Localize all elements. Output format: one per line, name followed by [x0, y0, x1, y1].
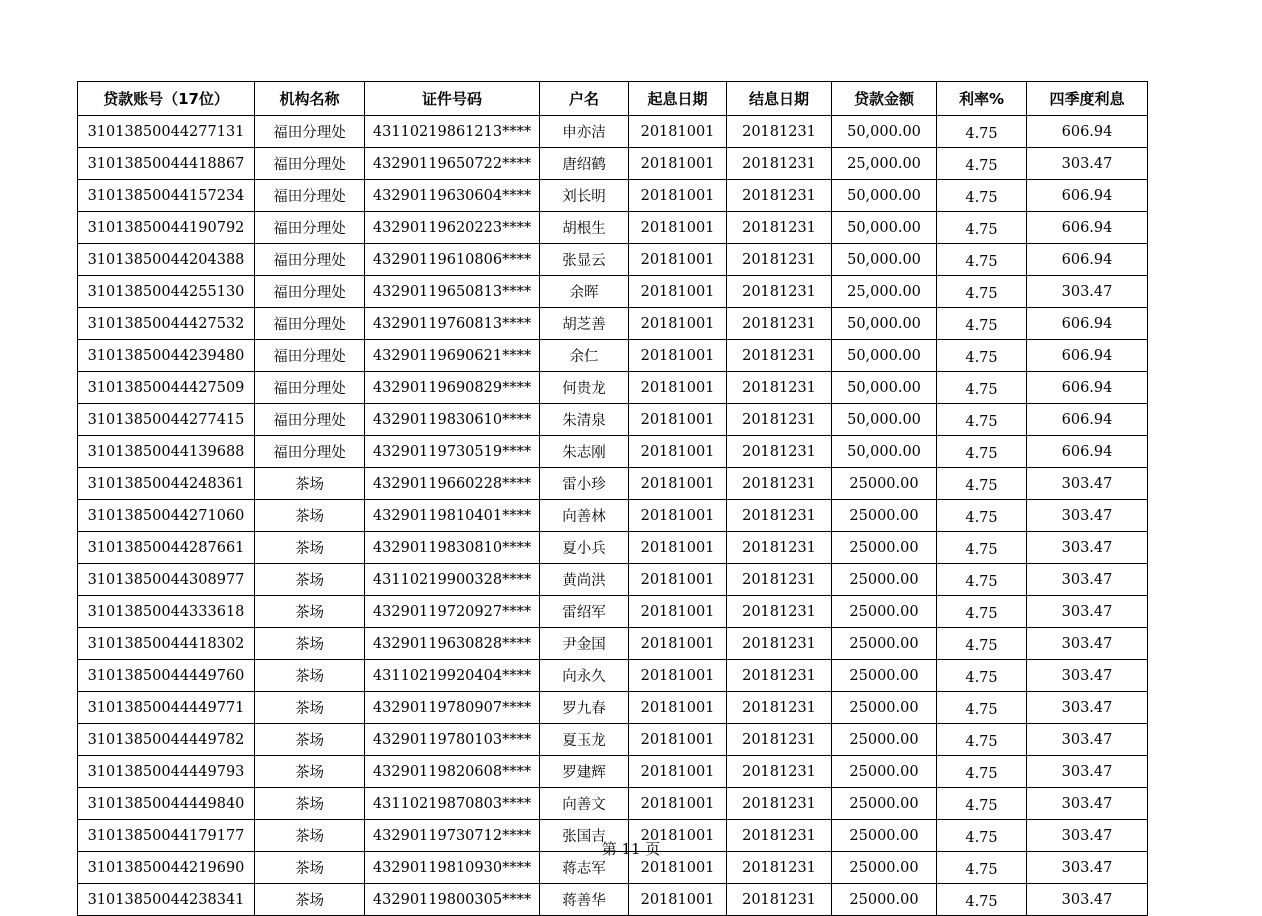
cell-id-number: 43290119690829**** — [365, 372, 540, 404]
cell-id-number: 43290119720927**** — [365, 596, 540, 628]
cell-q4-interest: 303.47 — [1027, 660, 1148, 692]
cell-loan-amount: 50,000.00 — [832, 212, 937, 244]
cell-loan-amount: 50,000.00 — [832, 436, 937, 468]
cell-q4-interest: 606.94 — [1027, 436, 1148, 468]
cell-rate: 4.75 — [937, 692, 1027, 724]
cell-loan-amount: 25000.00 — [832, 596, 937, 628]
cell-end-date: 20181231 — [727, 532, 832, 564]
cell-loan-account: 31013850044238341 — [78, 884, 255, 916]
cell-rate: 4.75 — [937, 276, 1027, 308]
cell-loan-amount: 25000.00 — [832, 660, 937, 692]
cell-start-date: 20181001 — [629, 724, 727, 756]
table-row — [78, 244, 1148, 276]
cell-loan-amount: 50,000.00 — [832, 244, 937, 276]
cell-q4-interest: 606.94 — [1027, 404, 1148, 436]
header-start-date: 起息日期 — [629, 82, 727, 116]
cell-end-date: 20181231 — [727, 212, 832, 244]
table-row — [78, 532, 1148, 564]
cell-id-number: 43110219861213**** — [365, 116, 540, 148]
cell-rate: 4.75 — [937, 340, 1027, 372]
cell-loan-account: 31013850044139688 — [78, 436, 255, 468]
cell-start-date: 20181001 — [629, 116, 727, 148]
cell-account-name: 余晖 — [540, 276, 629, 308]
header-account-name: 户名 — [540, 82, 629, 116]
cell-end-date: 20181231 — [727, 180, 832, 212]
cell-loan-amount: 50,000.00 — [832, 404, 937, 436]
cell-loan-amount: 50,000.00 — [832, 116, 937, 148]
cell-institution: 福田分理处 — [255, 244, 365, 276]
cell-account-name: 夏小兵 — [540, 532, 629, 564]
cell-loan-amount: 25,000.00 — [832, 276, 937, 308]
cell-account-name: 胡根生 — [540, 212, 629, 244]
cell-rate: 4.75 — [937, 564, 1027, 596]
cell-id-number: 43290119830810**** — [365, 532, 540, 564]
cell-rate: 4.75 — [937, 628, 1027, 660]
cell-loan-account: 31013850044308977 — [78, 564, 255, 596]
cell-institution: 茶场 — [255, 788, 365, 820]
cell-q4-interest: 303.47 — [1027, 756, 1148, 788]
cell-account-name: 唐绍鹤 — [540, 148, 629, 180]
cell-loan-amount: 25000.00 — [832, 756, 937, 788]
cell-id-number: 43290119630604**** — [365, 180, 540, 212]
cell-start-date: 20181001 — [629, 564, 727, 596]
header-q4-interest: 四季度利息 — [1027, 82, 1148, 116]
cell-loan-account: 31013850044427532 — [78, 308, 255, 340]
cell-start-date: 20181001 — [629, 852, 727, 884]
table-row — [78, 116, 1148, 148]
cell-institution: 茶场 — [255, 692, 365, 724]
cell-id-number: 43290119730712**** — [365, 820, 540, 852]
cell-loan-account: 31013850044190792 — [78, 212, 255, 244]
cell-start-date: 20181001 — [629, 180, 727, 212]
cell-loan-account: 31013850044449771 — [78, 692, 255, 724]
cell-q4-interest: 303.47 — [1027, 852, 1148, 884]
cell-loan-account: 31013850044271060 — [78, 500, 255, 532]
cell-rate: 4.75 — [937, 116, 1027, 148]
cell-institution: 茶场 — [255, 564, 365, 596]
cell-id-number: 43110219920404**** — [365, 660, 540, 692]
cell-loan-account: 31013850044418867 — [78, 148, 255, 180]
cell-loan-account: 31013850044255130 — [78, 276, 255, 308]
cell-id-number: 43290119660228**** — [365, 468, 540, 500]
cell-loan-amount: 25000.00 — [832, 564, 937, 596]
cell-institution: 茶场 — [255, 532, 365, 564]
cell-id-number: 43290119820608**** — [365, 756, 540, 788]
cell-id-number: 43290119760813**** — [365, 308, 540, 340]
cell-institution: 茶场 — [255, 628, 365, 660]
cell-rate: 4.75 — [937, 180, 1027, 212]
cell-start-date: 20181001 — [629, 276, 727, 308]
table-row — [78, 468, 1148, 500]
cell-loan-account: 31013850044157234 — [78, 180, 255, 212]
cell-account-name: 蒋善华 — [540, 884, 629, 916]
cell-loan-account: 31013850044418302 — [78, 628, 255, 660]
cell-q4-interest: 303.47 — [1027, 724, 1148, 756]
cell-end-date: 20181231 — [727, 820, 832, 852]
header-rate: 利率% — [937, 82, 1027, 116]
cell-q4-interest: 606.94 — [1027, 308, 1148, 340]
cell-end-date: 20181231 — [727, 692, 832, 724]
cell-institution: 茶场 — [255, 756, 365, 788]
cell-q4-interest: 303.47 — [1027, 148, 1148, 180]
table-row — [78, 500, 1148, 532]
cell-end-date: 20181231 — [727, 340, 832, 372]
cell-end-date: 20181231 — [727, 404, 832, 436]
table-row — [78, 628, 1148, 660]
cell-q4-interest: 606.94 — [1027, 116, 1148, 148]
cell-id-number: 43290119730519**** — [365, 436, 540, 468]
cell-loan-account: 31013850044239480 — [78, 340, 255, 372]
cell-institution: 茶场 — [255, 820, 365, 852]
cell-loan-amount: 25000.00 — [832, 628, 937, 660]
header-institution: 机构名称 — [255, 82, 365, 116]
cell-loan-account: 31013850044427509 — [78, 372, 255, 404]
cell-rate: 4.75 — [937, 212, 1027, 244]
cell-account-name: 刘长明 — [540, 180, 629, 212]
cell-q4-interest: 303.47 — [1027, 788, 1148, 820]
cell-end-date: 20181231 — [727, 724, 832, 756]
cell-end-date: 20181231 — [727, 436, 832, 468]
cell-loan-account: 31013850044287661 — [78, 532, 255, 564]
table-row — [78, 788, 1148, 820]
cell-q4-interest: 606.94 — [1027, 180, 1148, 212]
cell-institution: 茶场 — [255, 596, 365, 628]
cell-id-number: 43290119610806**** — [365, 244, 540, 276]
header-end-date: 结息日期 — [727, 82, 832, 116]
cell-institution: 茶场 — [255, 500, 365, 532]
cell-loan-amount: 25000.00 — [832, 852, 937, 884]
table-row — [78, 564, 1148, 596]
header-loan-amount: 贷款金额 — [832, 82, 937, 116]
cell-start-date: 20181001 — [629, 532, 727, 564]
cell-institution: 福田分理处 — [255, 404, 365, 436]
cell-start-date: 20181001 — [629, 244, 727, 276]
cell-end-date: 20181231 — [727, 116, 832, 148]
cell-loan-amount: 50,000.00 — [832, 372, 937, 404]
cell-rate: 4.75 — [937, 532, 1027, 564]
table-row — [78, 404, 1148, 436]
cell-rate: 4.75 — [937, 660, 1027, 692]
cell-id-number: 43290119830610**** — [365, 404, 540, 436]
cell-loan-account: 31013850044204388 — [78, 244, 255, 276]
cell-loan-account: 31013850044449793 — [78, 756, 255, 788]
cell-q4-interest: 606.94 — [1027, 212, 1148, 244]
cell-account-name: 张显云 — [540, 244, 629, 276]
cell-id-number: 43290119780907**** — [365, 692, 540, 724]
cell-account-name: 雷绍军 — [540, 596, 629, 628]
cell-end-date: 20181231 — [727, 596, 832, 628]
cell-q4-interest: 303.47 — [1027, 564, 1148, 596]
cell-start-date: 20181001 — [629, 148, 727, 180]
cell-end-date: 20181231 — [727, 500, 832, 532]
table-row — [78, 180, 1148, 212]
header-row — [78, 82, 1148, 116]
cell-rate: 4.75 — [937, 244, 1027, 276]
cell-q4-interest: 303.47 — [1027, 500, 1148, 532]
cell-loan-amount: 25000.00 — [832, 500, 937, 532]
cell-q4-interest: 606.94 — [1027, 340, 1148, 372]
cell-loan-account: 31013850044449782 — [78, 724, 255, 756]
cell-end-date: 20181231 — [727, 756, 832, 788]
cell-loan-account: 31013850044277131 — [78, 116, 255, 148]
cell-start-date: 20181001 — [629, 404, 727, 436]
cell-start-date: 20181001 — [629, 596, 727, 628]
cell-q4-interest: 303.47 — [1027, 628, 1148, 660]
cell-loan-amount: 50,000.00 — [832, 308, 937, 340]
cell-institution: 茶场 — [255, 660, 365, 692]
table-row — [78, 884, 1148, 916]
cell-rate: 4.75 — [937, 308, 1027, 340]
cell-rate: 4.75 — [937, 468, 1027, 500]
cell-end-date: 20181231 — [727, 276, 832, 308]
cell-end-date: 20181231 — [727, 372, 832, 404]
cell-institution: 茶场 — [255, 468, 365, 500]
cell-end-date: 20181231 — [727, 628, 832, 660]
cell-account-name: 朱志刚 — [540, 436, 629, 468]
cell-q4-interest: 303.47 — [1027, 820, 1148, 852]
cell-rate: 4.75 — [937, 852, 1027, 884]
header-id-number: 证件号码 — [365, 82, 540, 116]
cell-account-name: 何贵龙 — [540, 372, 629, 404]
cell-id-number: 43290119690621**** — [365, 340, 540, 372]
cell-loan-amount: 50,000.00 — [832, 340, 937, 372]
cell-institution: 茶场 — [255, 852, 365, 884]
cell-institution: 福田分理处 — [255, 212, 365, 244]
cell-institution: 福田分理处 — [255, 436, 365, 468]
cell-rate: 4.75 — [937, 884, 1027, 916]
cell-loan-account: 31013850044219690 — [78, 852, 255, 884]
cell-q4-interest: 303.47 — [1027, 884, 1148, 916]
cell-loan-account: 31013850044277415 — [78, 404, 255, 436]
header-loan-account: 贷款账号（17位） — [78, 82, 255, 116]
cell-account-name: 尹金国 — [540, 628, 629, 660]
table-row — [78, 340, 1148, 372]
cell-account-name: 余仁 — [540, 340, 629, 372]
cell-loan-amount: 25000.00 — [832, 532, 937, 564]
cell-end-date: 20181231 — [727, 852, 832, 884]
cell-start-date: 20181001 — [629, 372, 727, 404]
cell-end-date: 20181231 — [727, 564, 832, 596]
cell-account-name: 朱清泉 — [540, 404, 629, 436]
table-row — [78, 212, 1148, 244]
cell-start-date: 20181001 — [629, 628, 727, 660]
cell-q4-interest: 303.47 — [1027, 692, 1148, 724]
table-row — [78, 276, 1148, 308]
cell-start-date: 20181001 — [629, 436, 727, 468]
cell-loan-amount: 25000.00 — [832, 724, 937, 756]
cell-institution: 福田分理处 — [255, 340, 365, 372]
cell-account-name: 张国吉 — [540, 820, 629, 852]
cell-rate: 4.75 — [937, 820, 1027, 852]
cell-end-date: 20181231 — [727, 148, 832, 180]
cell-loan-amount: 25000.00 — [832, 692, 937, 724]
cell-end-date: 20181231 — [727, 308, 832, 340]
cell-rate: 4.75 — [937, 500, 1027, 532]
table-body — [78, 116, 1148, 916]
cell-account-name: 胡芝善 — [540, 308, 629, 340]
cell-institution: 福田分理处 — [255, 276, 365, 308]
page-number: 第 11 页 — [601, 840, 661, 858]
cell-start-date: 20181001 — [629, 340, 727, 372]
cell-id-number: 43290119800305**** — [365, 884, 540, 916]
cell-loan-account: 31013850044179177 — [78, 820, 255, 852]
cell-institution: 福田分理处 — [255, 148, 365, 180]
cell-end-date: 20181231 — [727, 788, 832, 820]
cell-id-number: 43110219870803**** — [365, 788, 540, 820]
table-row — [78, 308, 1148, 340]
cell-id-number: 43290119810930**** — [365, 852, 540, 884]
cell-rate: 4.75 — [937, 404, 1027, 436]
cell-loan-amount: 25000.00 — [832, 884, 937, 916]
cell-account-name: 申亦洁 — [540, 116, 629, 148]
table-row — [78, 724, 1148, 756]
cell-account-name: 向善林 — [540, 500, 629, 532]
cell-start-date: 20181001 — [629, 884, 727, 916]
cell-institution: 福田分理处 — [255, 308, 365, 340]
cell-end-date: 20181231 — [727, 884, 832, 916]
cell-rate: 4.75 — [937, 756, 1027, 788]
cell-start-date: 20181001 — [629, 308, 727, 340]
cell-start-date: 20181001 — [629, 692, 727, 724]
cell-loan-amount: 25000.00 — [832, 820, 937, 852]
cell-start-date: 20181001 — [629, 468, 727, 500]
cell-account-name: 夏玉龙 — [540, 724, 629, 756]
cell-q4-interest: 303.47 — [1027, 276, 1148, 308]
cell-loan-amount: 25,000.00 — [832, 148, 937, 180]
cell-q4-interest: 606.94 — [1027, 244, 1148, 276]
cell-rate: 4.75 — [937, 724, 1027, 756]
cell-loan-account: 31013850044248361 — [78, 468, 255, 500]
table-row — [78, 756, 1148, 788]
cell-id-number: 43290119620223**** — [365, 212, 540, 244]
cell-account-name: 向永久 — [540, 660, 629, 692]
cell-start-date: 20181001 — [629, 660, 727, 692]
cell-id-number: 43290119780103**** — [365, 724, 540, 756]
cell-q4-interest: 303.47 — [1027, 532, 1148, 564]
cell-account-name: 罗九春 — [540, 692, 629, 724]
cell-end-date: 20181231 — [727, 468, 832, 500]
cell-start-date: 20181001 — [629, 756, 727, 788]
cell-rate: 4.75 — [937, 372, 1027, 404]
cell-start-date: 20181001 — [629, 212, 727, 244]
cell-loan-account: 31013850044449760 — [78, 660, 255, 692]
cell-start-date: 20181001 — [629, 820, 727, 852]
cell-q4-interest: 303.47 — [1027, 596, 1148, 628]
cell-rate: 4.75 — [937, 596, 1027, 628]
cell-rate: 4.75 — [937, 148, 1027, 180]
table-row — [78, 596, 1148, 628]
cell-id-number: 43290119810401**** — [365, 500, 540, 532]
cell-loan-account: 31013850044333618 — [78, 596, 255, 628]
cell-loan-amount: 50,000.00 — [832, 180, 937, 212]
cell-q4-interest: 303.47 — [1027, 468, 1148, 500]
cell-institution: 福田分理处 — [255, 116, 365, 148]
cell-account-name: 黄尚洪 — [540, 564, 629, 596]
cell-q4-interest: 606.94 — [1027, 372, 1148, 404]
table-row — [78, 372, 1148, 404]
loan-interest-table — [77, 81, 1148, 916]
cell-end-date: 20181231 — [727, 244, 832, 276]
cell-rate: 4.75 — [937, 436, 1027, 468]
cell-account-name: 蒋志军 — [540, 852, 629, 884]
cell-id-number: 43110219900328**** — [365, 564, 540, 596]
cell-start-date: 20181001 — [629, 500, 727, 532]
cell-id-number: 43290119630828**** — [365, 628, 540, 660]
cell-loan-account: 31013850044449840 — [78, 788, 255, 820]
table-row — [78, 660, 1148, 692]
cell-id-number: 43290119650813**** — [365, 276, 540, 308]
cell-end-date: 20181231 — [727, 660, 832, 692]
table-row — [78, 148, 1148, 180]
cell-institution: 茶场 — [255, 884, 365, 916]
cell-loan-amount: 25000.00 — [832, 788, 937, 820]
cell-loan-amount: 25000.00 — [832, 468, 937, 500]
cell-account-name: 向善文 — [540, 788, 629, 820]
table-row — [78, 692, 1148, 724]
cell-institution: 茶场 — [255, 724, 365, 756]
cell-institution: 福田分理处 — [255, 372, 365, 404]
cell-account-name: 罗建辉 — [540, 756, 629, 788]
cell-id-number: 43290119650722**** — [365, 148, 540, 180]
cell-account-name: 雷小珍 — [540, 468, 629, 500]
table-row — [78, 436, 1148, 468]
cell-start-date: 20181001 — [629, 788, 727, 820]
cell-rate: 4.75 — [937, 788, 1027, 820]
cell-institution: 福田分理处 — [255, 180, 365, 212]
